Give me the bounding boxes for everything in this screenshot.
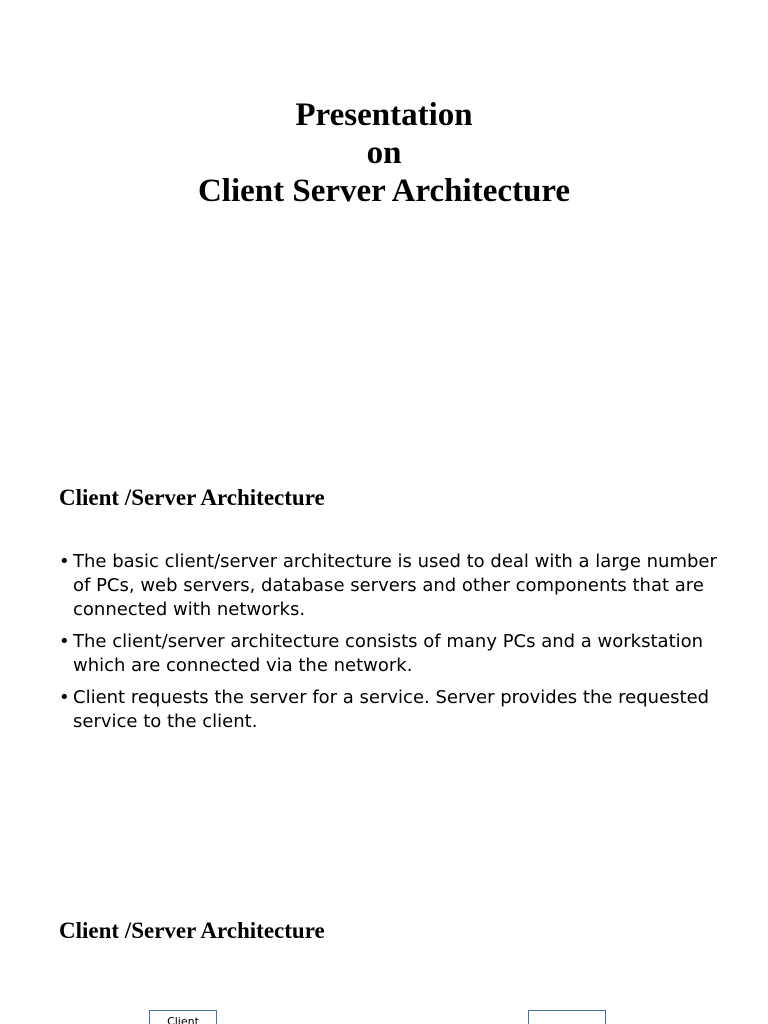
bullet-dot: •	[59, 687, 70, 708]
title-line-on: on	[366, 135, 402, 171]
bullet-item	[59, 686, 719, 734]
section-heading: Client /Server Architecture	[59, 918, 325, 943]
bullet-item	[59, 550, 719, 622]
bullet-text: Client requests the server for a service. Server provides the requested service to the client.	[73, 687, 710, 732]
section-heading: Client /Server Architecture	[59, 485, 325, 510]
bullet-dot: •	[59, 631, 70, 652]
bullet-dot: •	[59, 551, 70, 572]
title-slide	[0, 96, 768, 210]
bullet-item	[59, 630, 719, 678]
server-box	[528, 1010, 606, 1024]
client-label: Client	[167, 1015, 199, 1024]
title-line-topic: Client Server Architecture	[197, 173, 571, 209]
bullet-list	[59, 550, 719, 742]
bullet-text: The client/server architecture consists of many PCs and a workstation which are connected via the network.	[73, 631, 704, 676]
title-line-presentation: Presentation	[295, 97, 473, 133]
bullet-text: The basic client/server architecture is used to deal with a large number of PCs, web servers, database servers and other components that are connected with networks.	[73, 551, 717, 620]
client-box	[149, 1010, 217, 1024]
